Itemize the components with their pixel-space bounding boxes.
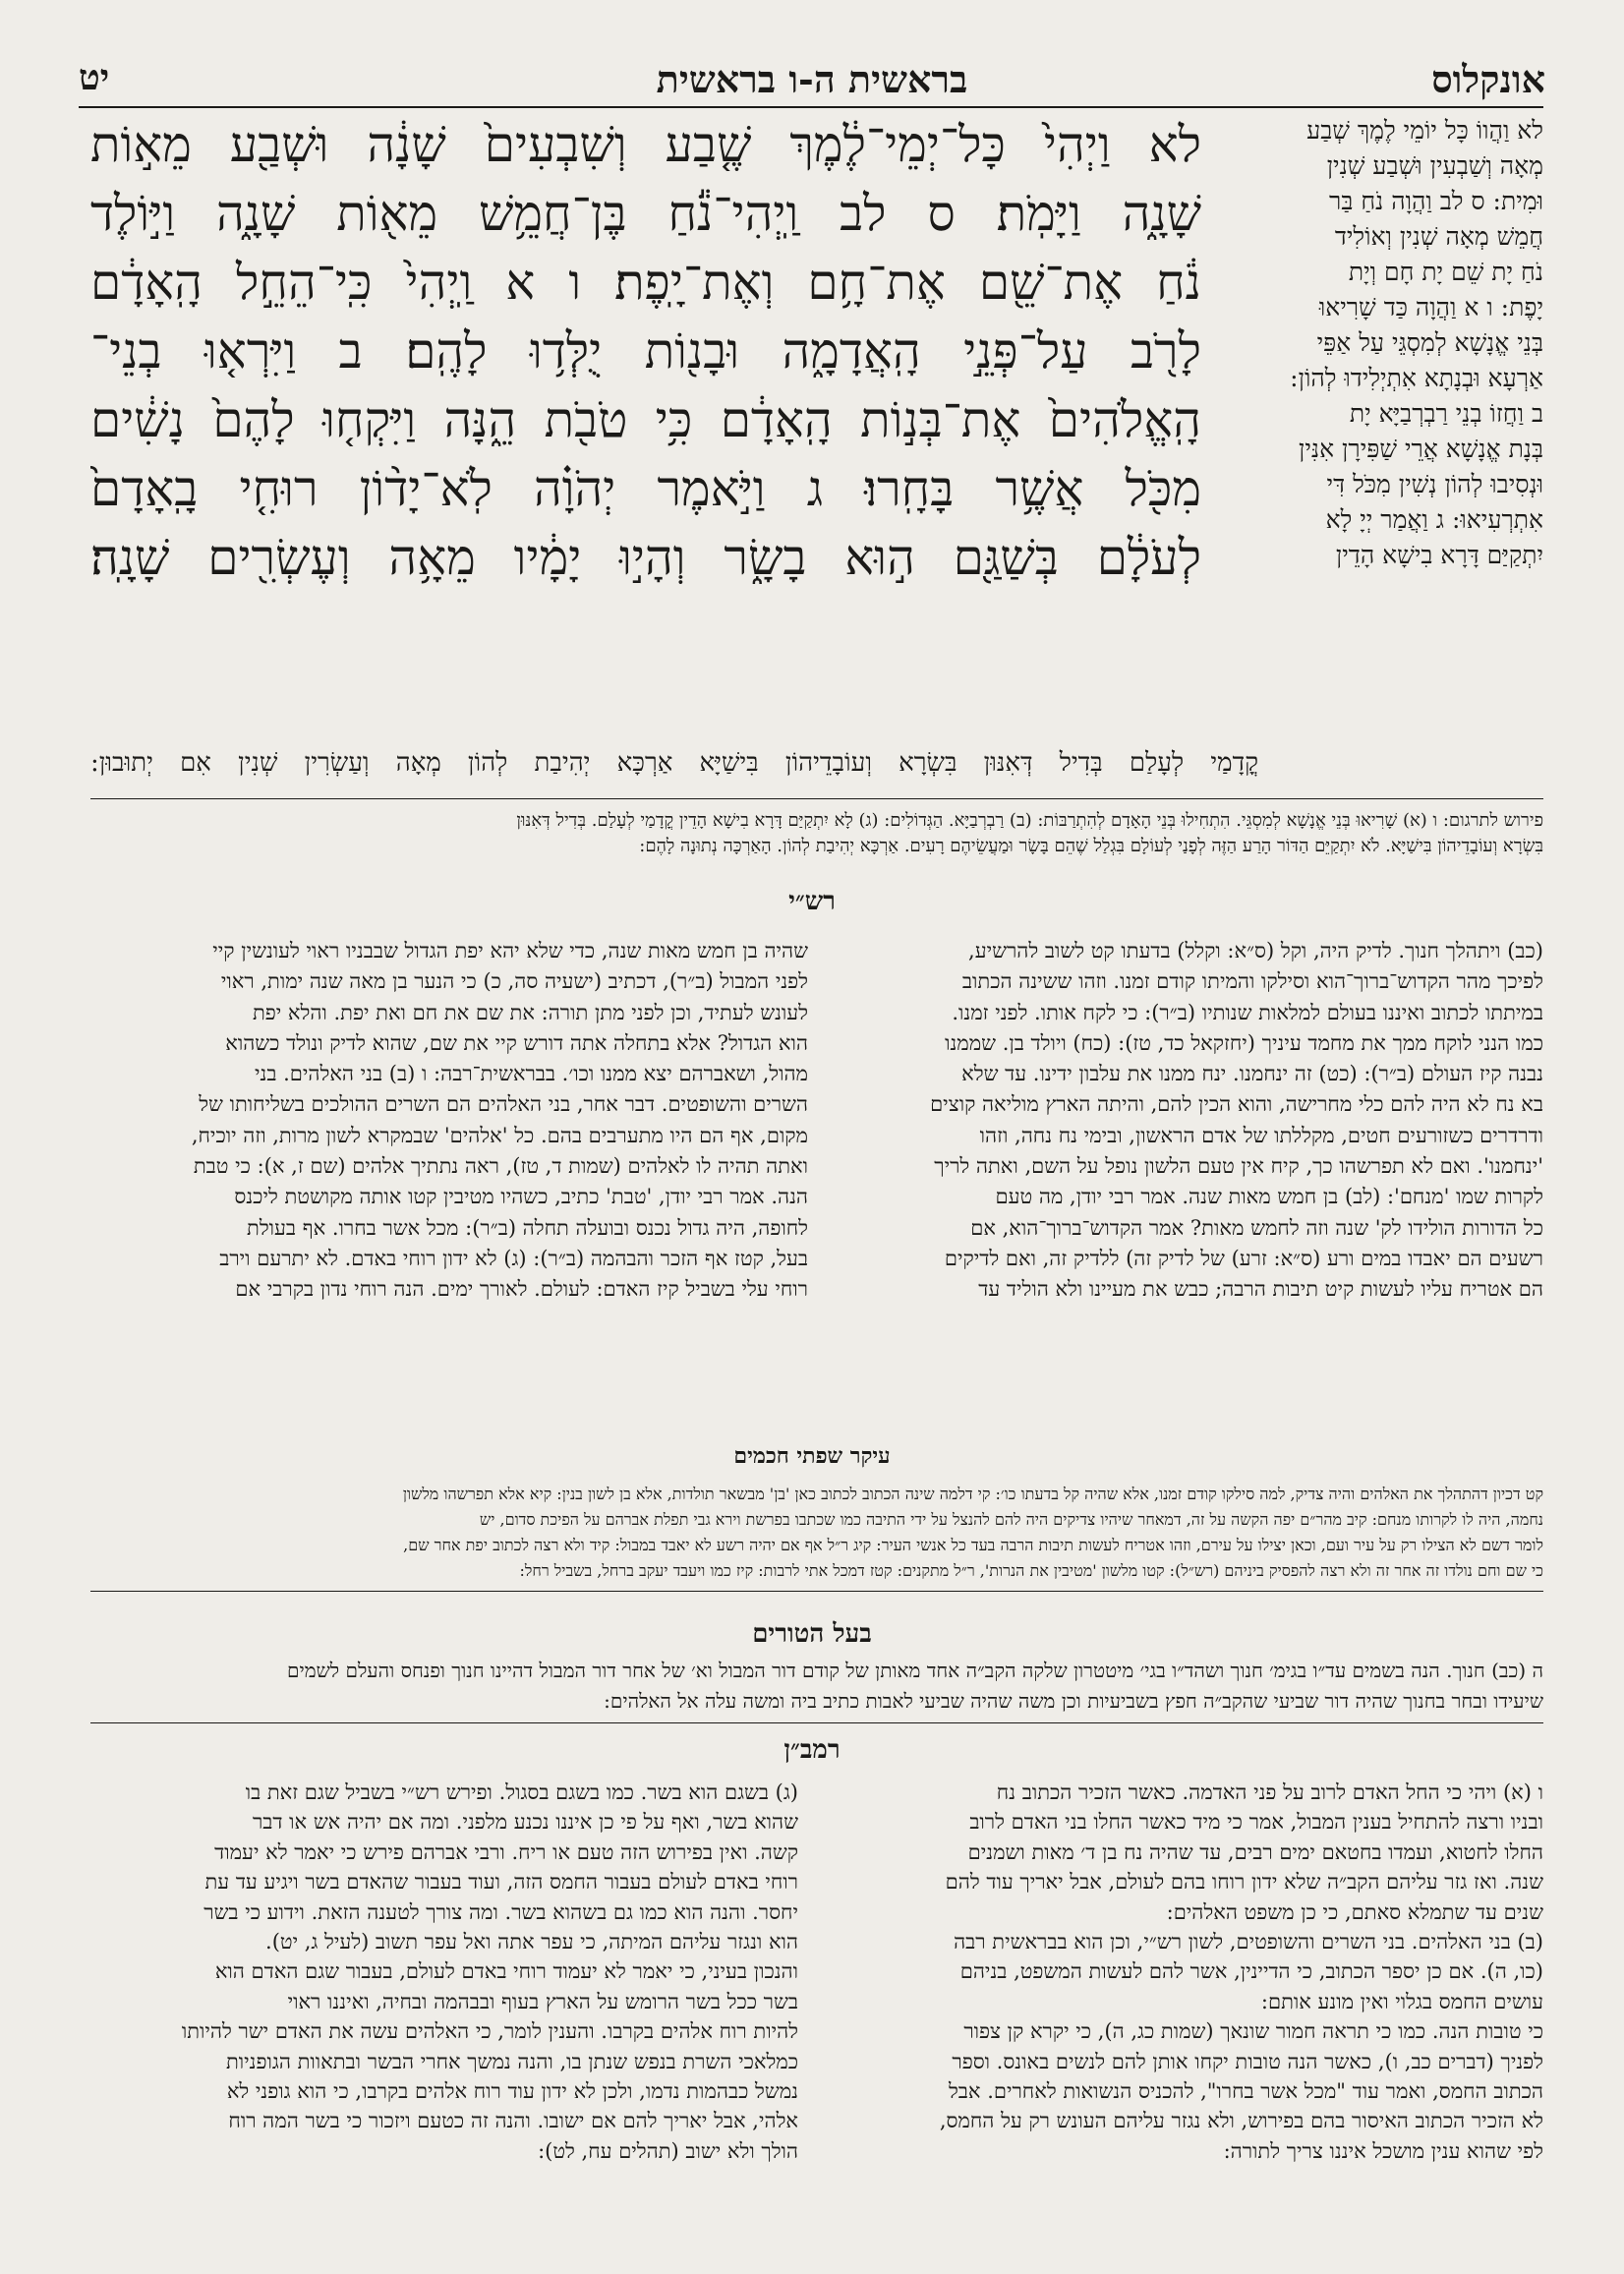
rashi-line: מקום, אף הם היו מתערבים בהם. כל 'אלהים' שבמקרא לשון מרות, וזה יוכיח, <box>191 1123 808 1147</box>
targum-commentary-line: בִּשְׂרָא וְעוֹבָדֵיהוֹן בִּישַׁיָּא. לֹא יִתְקַיֵּם הַדּוֹר הָרַע הַזֶּה לְפָנַי לְעוֹלָם בִּגְלַל שֶׁהֵם בָּשָׂר וּמַעֲשֵׂיהֶם רָעִים. אַרְכָּא יְהִיבַת לְהוֹן. הָאַרְכָּה נְתוּנָה לָהֶם: <box>639 836 1543 856</box>
rashi-line: במיתתו לכתוב ואיננו בעולם למלאות שנותיו (ב״ר): כי לקח אותו. לפני זמנו. <box>952 1000 1543 1024</box>
ramban-line: ובניו ורצה להתחיל בענין המבול, אמר כי מיד כאשר החלו בני האדם לרוב <box>969 1810 1543 1835</box>
ramban-line: שנים עד שתמלא סאתם, כי כן משפט האלהים: <box>1166 1899 1543 1924</box>
onkelos-line: ב וַחֲזוֹ בְנֵי רַבְרְבַיָּא יָת <box>1349 399 1543 428</box>
page-number: יט <box>79 57 110 98</box>
onkelos-column <box>1278 113 1543 573</box>
ramban-line: קשה. ואין בפירוש הזה טעם או ריח. ורבי אברהם פירש כי יאמר לא יעמוד <box>214 1839 798 1864</box>
ramban-line: רוחי באדם לעולם בעבור החמס הזה, ועוד בעבור שהאדם בשר ויגיע עד עת <box>204 1870 798 1895</box>
header-rule <box>79 106 1543 108</box>
sifsei-line: לומר דשם לא הצילו רק על עיר ועם, וכאן יצילו על עירם, וזהו אטריח לעשות תיבות הרבה בעד כל אנשי העיר: קיג ר״ל אף אם יהיה רשע לא יאבד במבול: קיד ולא רצה לכתוב יפת אחר שם, <box>403 1536 1543 1554</box>
rashi-line: כל הדורות הולידו לק' שנה וזה לחמש מאות? אמר הקדוש־ברוך־הוא, אם <box>970 1215 1543 1240</box>
rashi-line: (כב) ויתהלך חנוך. לדיק היה, וקל (ס״א: וקלל) בדעתו קט לשוב להרשיע, <box>968 939 1543 962</box>
torah-line: הָֽאֱלֹהִים֙ אֶת־בְּנ֣וֹת הָֽאָדָ֔ם כִּ֥י טֹבֹ֖ת הֵ֑נָּה וַיִּקְח֤וּ לָהֶם֙ נָשִׁ֔ים <box>90 391 1201 448</box>
ramban-line: כמלאכי השרת בנפש שנתן בו, והנה נמשך אחרי הבשר ובתאוות הגופניות <box>226 2049 798 2073</box>
ramban-line: החלו לחטוא, ועמדו בחטאם ימים רבים, עד שהיה נח בן ד׳ מאות ושמנים <box>967 1839 1543 1864</box>
targum-rule <box>90 798 1543 799</box>
rashi-line: בעל, קטז אף הזכר והבהמה (ב״ר): (ג) לא ידון רוחי באדם. לא יתרעם וירב <box>219 1246 808 1270</box>
onkelos-line: אִתְרְעִיאוּ: ג וַאֲמַר יְיָ לָא <box>1325 505 1543 534</box>
onkelos-line: בְּנֵי אֱנָשָׁא לְמִסְגֵּי עַל אַפֵּי <box>1316 328 1543 357</box>
rashi-line: הם אטריח עליו לעשות קיט תיבות הרבה; כבש את מעיינו ולא הוליד עד <box>978 1277 1543 1302</box>
rashi-line: ואתה תהיה לו לאלהים (שמות ד, טז), ראה נתתיך אלהים (שם ז, א): כי טבת <box>193 1154 808 1179</box>
ramban-line: בשר ככל בשר הרומש על הארץ בעוף ובבהמה ובחיה, ואיננו ראוי <box>287 1989 798 2013</box>
ramban-line: נמשל כבהמות נדמו, ולכן לא ידון עוד רוח אלהים בקרבו, כי הוא גופני לא <box>226 2078 798 2103</box>
rashi-line: כמו הנני לוקח ממך את מחמד עיניך (יחזקאל כד, טז): (כח) ויולד בן. שממנו <box>945 1030 1543 1055</box>
onkelos-line: יָפֶת: ו א וַהֲוָה כַּד שָׁרִיאוּ <box>1318 293 1543 321</box>
ramban-line: ו (א) ויהי כי החל האדם לרוב על פני האדמה. כאשר הזכיר הכתוב נח <box>996 1780 1543 1804</box>
ramban-line: הכתוב החמס, ואמר עוד "מכל אשר בחרו", להכניס הנשואות לאחרים. אבל <box>948 2078 1543 2103</box>
targum-commentary <box>90 808 1543 859</box>
torah-line: מִכֹּ֖ל אֲשֶׁ֥ר בָּחָֽרוּ׃ ג וַיֹּ֣אמֶר יְהֹוָ֗ה לֹֽא־יָד֨וֹן רוּחִ֤י בָֽאָדָם֙ <box>90 460 1201 517</box>
onkelos-line: וּנְסִיבוּ לְהוֹן נְשִׁין מִכֹּל דִּי <box>1326 470 1543 498</box>
rashi-left-column <box>90 936 808 1306</box>
torah-line: שָׁנָ֑ה וַיָּמֹֽת׃ ס לב וַֽיְהִי־נֹ֕חַ בֶּן־חֲמֵ֥שׁ מֵא֖וֹת שָׁנָ֑ה וַיּ֣וֹלֶד <box>90 185 1201 242</box>
rashi-line: מהול, ושאברהם יצא ממנו וכו׳. בבראשית־רבה: ו (ב) בני האלהים. בני <box>255 1062 808 1086</box>
rashi-line: לפני המבול (ב״ר), דכתיב (ישעיה סה, כ) כי הנער בן מאה שנה ימות, ראוי <box>220 969 808 994</box>
onkelos-line: מְאָה וְשַׁבְעִין וּשְׁבַע שְׁנִין <box>1326 151 1543 180</box>
sifsei-line: קט דכיון דהתהלך את האלהים והיה צדיק, למה סילקו קודם זמנו, אלא שהיה קל בדעתו כו׳: קי דלמה שינה הכתוב לכתוב כאן 'בן' מבשאר תולדות, אלא בן לשון בנין: קיא אלא תפרשהו מלשון <box>402 1485 1543 1503</box>
rashi-line: השרים והשופטים. דבר אחר, בני האלהים הם השרים ההולכים בשליחותו של <box>199 1092 808 1117</box>
ramban-line: (ג) בשגם הוא בשר. כמו בשגם בסגול. ופירש רש״י בשביל שגם זאת בו <box>245 1780 798 1804</box>
onkelos-line: וּמִית: ס לב וַהֲוָה נֹחַ בַּר <box>1329 187 1543 215</box>
baal-haturim <box>90 1656 1543 1717</box>
ramban-line: שנה. ואז גזר עליהם הקב״ה שלא ידון רוחו בהם לעולם, אבל יאריך עוד להם <box>945 1870 1543 1895</box>
sifsei-chachamim-heading: עיקר שפתי חכמים <box>733 1443 891 1469</box>
ramban-right-column <box>836 1778 1543 2166</box>
torah-line: לְעֹלָ֔ם בְּשַׁגַּ֖ם ה֣וּא בָשָׂ֑ר וְהָי֣וּ יָמָ֔יו מֵאָ֥ה וְעֶשְׂרִ֖ים שָׁנָֽה׃ <box>90 529 1201 586</box>
page-header <box>79 57 1545 106</box>
sifsei-line: כי שם וחם נולדו זה אחר זה ולא רצה להפסיק ביניהם (רש״ל): קטו מלשון 'מטיבין את הנרות', ר״ל מתקנים: קטז דמכל אתי לרבות: קיז כמו ויעבד יעקב ברחל, בשביל רחל: <box>519 1561 1543 1580</box>
ramban-line: לא הזכיר הכתוב האיסור בהם בפירוש, ולא נגזר עליהם העונש רק על החמס, <box>939 2109 1543 2133</box>
rashi-line: לפיכך מהר הקדוש־ברוך־הוא וסילקו והמיתו קודם זמנו. וזהו ששינה הכתוב <box>961 969 1543 994</box>
rashi-line: לקרות שמו 'מנחם': (לב) בן חמש מאות שנה. אמר רבי יודן, מה טעם <box>995 1185 1543 1209</box>
ramban-line: הוא ונגזר עליהם המיתה, כי עפר אתה ואל עפר תשוב (לעיל ג, יט). <box>265 1929 798 1953</box>
ramban-line: כי טובות הנה. כמו כי תראה חמור שונאך (שמות כג, ה), כי יקרא קן צפור <box>963 2019 1543 2044</box>
rashi-right-column <box>826 936 1543 1306</box>
onkelos-line: חֲמֵשׁ מְאָה שְׁנִין וְאוֹלִיד <box>1334 222 1543 251</box>
baal-haturim-heading: בעל הטורים <box>752 1619 872 1649</box>
rashi-line: נבנה קיז העולם (ב״ר): (כט) זה ינחמנו. ינח ממנו את עלבון ידינו. עד שלא <box>961 1062 1543 1086</box>
torah-line: לָרֹ֖ב עַל־פְּנֵ֣י הָֽאֲדָמָ֑ה וּבָנ֖וֹת יֻלְּד֥וּ לָהֶֽם׃ ב וַיִּרְא֤וּ בְנֵי־ <box>90 322 1201 379</box>
baal-haturim-line: שיעידו ובחר בחנוך שהיה דור שביעי שהקב״ה חפץ בשביעיות וכן משה שהיה שביעי לאבות כתיב ביה ומשה עלה אל האלהים: <box>604 1689 1543 1713</box>
baal-haturim-line: ה (כב) חנוך. הנה בשמים עד״ו בגימ׳ חנוך ושהד״ו בגי׳ מיטטרון שלקה הקב״ה אחד מאותן של קודם דור המבול וא׳ של אחר דור המבול דהיינו חנוך ופנחס והעלם לשמים <box>287 1659 1543 1682</box>
torah-text <box>90 110 1201 592</box>
rashi-line: לחופה, היה גדול נכנס ובועלה תחלה (ב״ר): מכל אשר בחרו. אף בעולת <box>247 1215 808 1240</box>
onkelos-line: בְּנָת אֱנָשָׁא אֲרֵי שַׁפִּירָן אִנִּין <box>1299 435 1543 463</box>
ramban-line: (כו, ה). אם כן יספר הכתוב, כי הדיינין, אשר להם לעשות המשפט, בניהם <box>959 1959 1543 1984</box>
ramban-line: לפי שהוא ענין מושכל איננו צריך לתורה: <box>1223 2138 1543 2163</box>
baal-haturim-rule <box>90 1722 1543 1723</box>
ramban-line: הולך ולא ישוב (תהלים עח, לט): <box>538 2138 798 2163</box>
rashi-line: רשעים הם יאבדו במים ורע (ס״א: זרע) של לדיק זה) ללדיק זה, ואם לדיקים <box>944 1246 1543 1270</box>
rashi-line: לעונש לעתיד, וכן לפני מתן תורה: את שם את חם ואת יפת. והלא יפת <box>252 1000 808 1024</box>
rashi-line: הוא הגדול? אלא בתחלה אתה דורש קיי את שם, שהוא לדיק ונולד כשהוא <box>225 1030 808 1055</box>
ramban-line: אלהי, אבל יאריך להם אם ישובו. והנה זה כטעם ויזכור כי בשר המה רוח <box>228 2109 798 2133</box>
onkelos-continuation: קֳדָמַי לְעָלַם בְּדִיל דְּאִנּוּן בִּשְׂרָא וְעוֹבָדֵיהוֹן בִּישַׁיָּא אַרְכָּא יְהִיבַת לְהוֹן מְאָה וְעַשְׂרִין שְׁנִין אִם יְתוּבוּן: <box>90 748 1258 778</box>
ramban-line: לפניך (דברים כב, ו), כאשר הנה טובות יקחו אותן להם לנשים באונס. וספר <box>952 2049 1543 2073</box>
ramban-line: והנכון בעיני, כי יאמר לא יעמוד רוחי באדם לעולם, בעבור שגם האדם הוא <box>214 1959 798 1984</box>
ramban-line: (ב) בני האלהים. בני השרים והשופטים, לשון רש״י, וכן הוא בבראשית רבה <box>954 1929 1543 1953</box>
rashi-line: רוחי עלי בשביל קיז האדם: לעולם. לאורך ימים. הנה רוחי נדון בקרבי אם <box>235 1277 808 1302</box>
ramban-line: להיות רוח אלהים בקרבו. והענין לומר, כי האלהים עשה את האדם ישר להיותו <box>181 2019 798 2044</box>
sifsei-line: נחמה, היה לו לקרותו מנחם: קיב מהר״ם יפה הקשה על זה, דמאחר שיהיו צדיקים היה להם להנצל על ידי התיבה כמו שכתבו בפרשת וירא גבי תפלת אברהם על הפיכת סדום, יש <box>479 1510 1543 1529</box>
torah-line: נֹ֔חַ אֶת־שֵׁ֖ם אֶת־חָ֥ם וְאֶת־יָֽפֶת׃ ו א וַֽיְהִי֙ כִּֽי־הֵחֵ֣ל הָֽאָדָ֔ם <box>90 254 1201 311</box>
onkelos-line: לא וַהֲווֹ כָּל יוֹמֵי לֶמֶךְ שְׁבַע <box>1306 116 1543 145</box>
ramban-line: שהוא בשר, ואף על פי כן איננו נכנע מלפני. ומה אם יהיה אש או דבר <box>252 1810 798 1835</box>
onkelos-line: יִתְקַיַּם דָּרָא בִישָׁא הָדֵין <box>1335 541 1543 569</box>
rashi-line: ודרדרים כשזורעים חטים, מקללתו של אדם הראשון, ובימי נח נחה, וזהו <box>979 1123 1543 1147</box>
onkelos-line: נֹחַ יָת שֵׁם יָת חָם וְיָת <box>1348 258 1543 286</box>
ramban-line: עושים החמס בגלוי ואין מונע אותם: <box>1260 1989 1543 2013</box>
ramban-heading: רמב״ן <box>783 1735 841 1765</box>
rashi-heading: רש״י <box>788 887 836 916</box>
ramban-line: יחסר. והנה הוא כמו גם בשהוא בשר. ומה צורך לטענה הזאת. וידוע כי בשר <box>203 1899 798 1924</box>
targum-commentary-line: פירוש לתרגום: ו (א) שָׁרִיאוּ בְּנֵי אֱנָשָׁא לְמִסְגֵּי. הִתְחִילוּ בְּנֵי הָאָדָם לְהִתְרַבּוֹת: (ב) רַבְרְבַיָּא. הַגְּדוֹלִים: (ג) לָא יִתְקַיַּם דָּרָא בִישָׁא הָדֵין קֳדָמַי לְעָלַם. בְּדִיל דְּאִנּוּן <box>516 810 1543 831</box>
running-title: בראשית ה-ו בראשית <box>656 57 968 101</box>
onkelos-line: אַרְעָא וּבְנָתָא אִתְיְלִידוּ לְהוֹן: <box>1290 364 1543 392</box>
rashi-line: 'ינחמנו'. ואם לא תפרשהו כך, קיח אין טעם הלשון נופל על השם, ואתה לריך <box>934 1154 1543 1179</box>
torah-line: לא וַיְהִי֙ כָּל־יְמֵי־לֶ֔מֶךְ שֶׁ֤בַע וְשִׁבְעִים֙ שָׁנָ֔ה וּשְׁבַ֖ע מֵא֣וֹת <box>90 116 1201 173</box>
onkelos-label: אונקלוס <box>1431 57 1545 101</box>
sifsei-rule <box>90 1591 1543 1592</box>
sifsei-chachamim <box>90 1482 1543 1584</box>
ramban-left-column <box>90 1778 798 2166</box>
rashi-line: בא נח לא היה להם כלי מחרישה, והוא הכין להם, והיתה הארץ מוליאה קוצים <box>930 1092 1543 1117</box>
rashi-line: הנה. אמר רבי יודן, 'טבת' כתיב, כשהיו מטיבין קטו אותה מקושטת ליכנס <box>234 1185 808 1209</box>
rashi-line: שהיה בן חמש מאות שנה, כדי שלא יהא יפת הגדול שבבניו ראוי לעונשין קיי <box>212 939 808 962</box>
